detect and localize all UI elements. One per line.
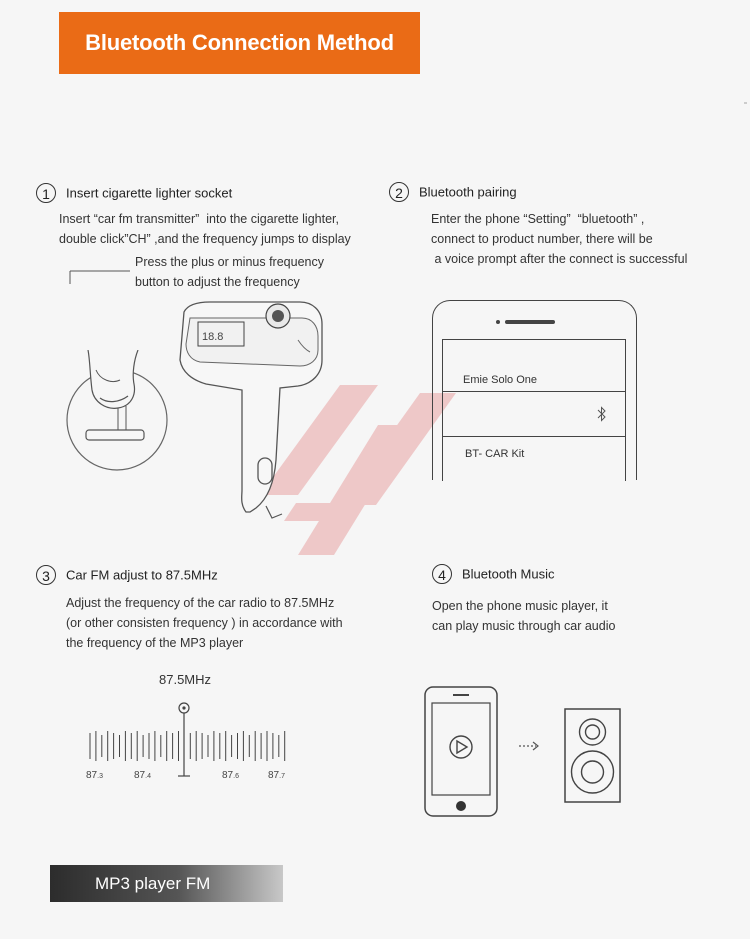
dial-label-main: 87 [134,770,146,781]
step-1-title-row [36,183,232,203]
dial-label [86,770,103,781]
step-3-title-row [36,565,218,585]
bt-device-row[interactable] [443,340,625,392]
dotted-arrow-icon [518,740,542,752]
dial-label [222,770,239,781]
bt-device-name: Emie Solo One [463,374,537,386]
dial-label-main: 87 [222,770,234,781]
frequency-dial [80,698,300,788]
phone-illustration [432,300,637,480]
phone-camera-dot [496,320,500,324]
dial-current-frequency: 87.5MHz [159,672,212,687]
dial-label [134,770,151,781]
step-1-note: Press the plus or minus frequency button to adjust the frequency [135,255,324,289]
dial-label-decimal: .4 [145,773,151,780]
step-4-title-row [432,564,555,584]
bt-device-name: BT- CAR Kit [465,448,525,460]
step-3-title: Car FM adjust to 87.5MHz [66,567,218,583]
page-title: Bluetooth Connection Method [59,12,420,74]
step-1-title: Insert cigarette lighter socket [66,185,233,201]
bt-device-row[interactable] [443,437,625,477]
dial-label-decimal: .3 [97,773,103,780]
hand-insert-illustration [60,350,180,480]
step-4-text: Open the phone music player, it can play music through car audio [432,599,616,633]
bt-device-row[interactable] [443,392,625,437]
step-2-title-row [389,182,517,202]
step-4-number: 4 [432,564,452,584]
dial-label-main: 87 [268,770,280,781]
svg-text:18.8: 18.8 [202,331,224,343]
car-fm-transmitter-illustration [170,300,330,525]
dial-label-main: 87 [86,770,98,781]
edge-mark [744,102,747,104]
step-1-text: Insert “car fm transmitter” into the cigarette lighter, double click”CH” ,and the frequency jumps to display [59,212,351,246]
step-3-number: 3 [36,565,56,585]
step-4-title: Bluetooth Music [462,566,555,582]
music-phone-illustration [424,686,500,818]
step-3-text: Adjust the frequency of the car radio to 87.5MHz (or other consisten frequency ) in accordance with the frequency of the MP3 player [66,596,343,650]
step-2-text: Enter the phone “Setting” “bluetooth” , connect to product number, there will be a voice prompt after the connect is successful [431,212,688,266]
note-arrow-line [68,266,132,288]
step-1-number: 1 [36,183,56,203]
step-2-title: Bluetooth pairing [419,184,517,200]
dial-label-decimal: .6 [233,773,239,780]
step-2-number: 2 [389,182,409,202]
speaker-icon [564,708,622,804]
bluetooth-icon [597,406,607,422]
phone-speaker [505,320,555,324]
phone-screen [442,339,626,481]
dial-label-decimal: .7 [279,773,285,780]
footer-label: MP3 player FM [50,865,283,902]
dial-label [268,770,285,781]
